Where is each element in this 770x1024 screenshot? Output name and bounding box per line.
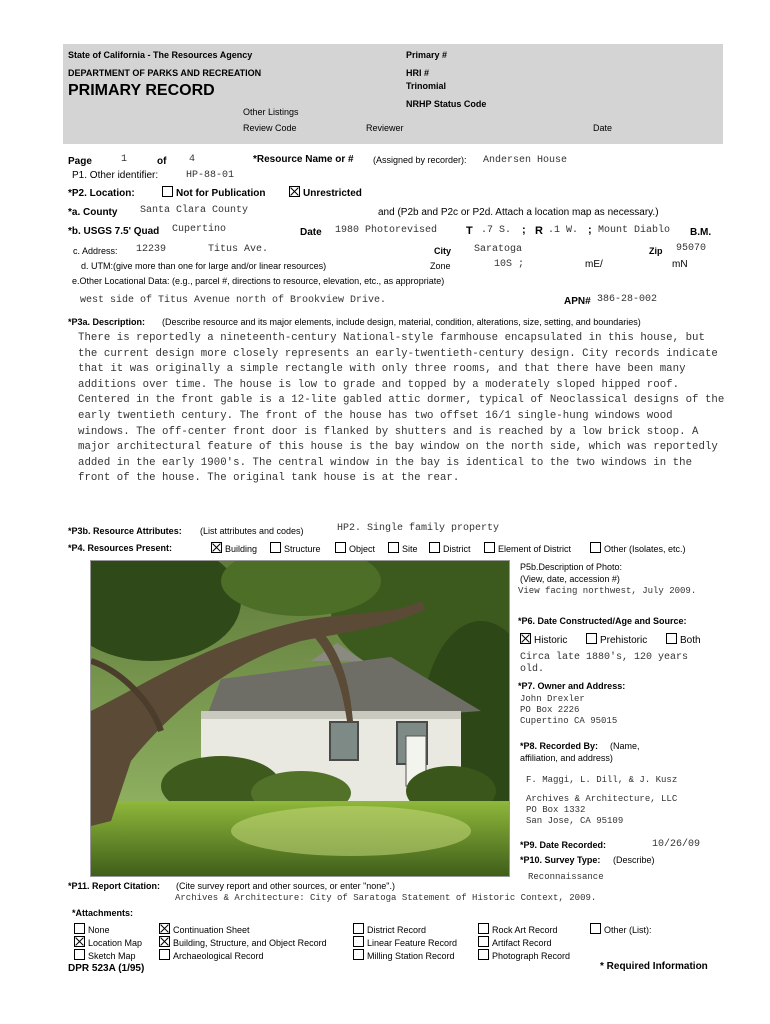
page-total: 4 xyxy=(189,154,196,165)
attach-rock-art-checkbox[interactable] xyxy=(478,923,489,934)
prehistoric-option[interactable]: Prehistoric xyxy=(586,633,647,646)
department-text: DEPARTMENT OF PARKS AND RECREATION xyxy=(68,68,262,78)
address-number: 12239 xyxy=(136,244,167,255)
p8-hint-1: (Name, xyxy=(610,741,640,751)
zip-value: 95070 xyxy=(676,243,707,254)
map-note: and (P2b and P2c or P2d. Attach a location map as necessary.) xyxy=(378,207,659,218)
house-photo-image xyxy=(91,561,509,876)
form-number: DPR 523A (1/95) xyxy=(68,963,145,974)
p1-label: P1. Other identifier: xyxy=(72,170,159,181)
of-label: of xyxy=(157,156,167,167)
resource-name-value: Andersen House xyxy=(483,155,568,166)
p3a-label: *P3a. Description: xyxy=(68,317,146,327)
city-value: Saratoga xyxy=(474,244,523,255)
review-date-label: Date xyxy=(593,123,613,133)
recorder-names: F. Maggi, L. Dill, & J. Kusz xyxy=(526,775,678,785)
p1-value: HP-88-01 xyxy=(186,170,235,181)
apn-label: APN# xyxy=(564,296,591,307)
p11-label: *P11. Report Citation: xyxy=(68,881,161,891)
quad-value: Cupertino xyxy=(172,224,227,235)
township-label: T xyxy=(466,225,473,237)
attach-sketch-map-checkbox[interactable] xyxy=(74,949,85,960)
attach-continuation-option[interactable]: Continuation Sheet xyxy=(159,923,250,937)
structure-checkbox[interactable] xyxy=(270,542,281,553)
separator-1: ; xyxy=(522,224,526,236)
p5b-label: P5b.Description of Photo: xyxy=(520,562,623,572)
hri-label: HRI # xyxy=(406,68,430,78)
attach-none-checkbox[interactable] xyxy=(74,923,85,934)
house-photo xyxy=(90,560,510,877)
owner-line-1: John Drexler xyxy=(520,694,585,704)
building-option[interactable]: Building xyxy=(211,542,257,554)
recorder-line-2: PO Box 1332 xyxy=(526,805,586,815)
attach-photograph-checkbox[interactable] xyxy=(478,949,489,960)
quad-date-value: 1980 Photorevised xyxy=(335,225,438,236)
unrestricted-checkbox[interactable] xyxy=(289,186,300,197)
attach-milling-option[interactable]: Milling Station Record xyxy=(353,949,455,963)
attach-other-option[interactable]: Other (List): xyxy=(590,923,652,937)
attach-location-map-checkbox[interactable] xyxy=(74,936,85,947)
apn-value: 386-28-002 xyxy=(597,294,658,305)
county-value: Santa Clara County xyxy=(140,205,249,216)
trinomial-label: Trinomial xyxy=(406,81,447,91)
p3a-hint: (Describe resource and its major elements, include design, material, condition, alterations, size, setting, and boundaries) xyxy=(162,317,641,327)
p6-value-line1: Circa late 1880's, 120 years xyxy=(520,652,689,663)
other-listings-label: Other Listings xyxy=(243,107,299,117)
district-checkbox[interactable] xyxy=(429,542,440,553)
zip-label: Zip xyxy=(649,246,663,256)
page-number: 1 xyxy=(121,154,128,165)
base-meridian-value: Mount Diablo xyxy=(598,225,671,236)
element-of-district-checkbox[interactable] xyxy=(484,542,495,553)
township-value: .7 S. xyxy=(481,225,512,236)
unrestricted-option[interactable]: Unrestricted xyxy=(289,186,362,199)
utm-label: d. UTM:(give more than one for large and/or linear resources) xyxy=(81,261,327,271)
attach-artifact-option[interactable]: Artifact Record xyxy=(478,936,552,950)
p5b-hint: (View, date, accession #) xyxy=(520,574,620,584)
historic-checkbox[interactable] xyxy=(520,633,531,644)
reviewer-label: Reviewer xyxy=(366,123,404,133)
p10-hint: (Describe) xyxy=(613,855,655,865)
attach-location-map-option[interactable]: Location Map xyxy=(74,936,142,950)
p3b-label: *P3b. Resource Attributes: xyxy=(68,526,182,536)
attach-arch-checkbox[interactable] xyxy=(159,949,170,960)
p5b-value: View facing northwest, July 2009. xyxy=(518,586,697,596)
attach-sketch-map-option[interactable]: Sketch Map xyxy=(74,949,136,963)
attach-linear-option[interactable]: Linear Feature Record xyxy=(353,936,457,950)
attach-arch-option[interactable]: Archaeological Record xyxy=(159,949,264,963)
both-checkbox[interactable] xyxy=(666,633,677,644)
p11-hint: (Cite survey report and other sources, or enter "none".) xyxy=(176,881,395,891)
resource-name-hint: (Assigned by recorder): xyxy=(373,155,467,165)
site-option[interactable]: Site xyxy=(388,542,418,554)
description-text: There is reportedly a nineteenth-century National-style farmhouse encapsulated in this house, but the current design more closely represents an early-twentieth-century design. City records indicate that it was originally a simple rectangle with only three rooms, and that there have been many additions over time. The house is low to grade and topped by a moderately sloped hipped roof. Centered in the front gable is a 12-lite gabled attic dormer, typical of Neoclassical designs of the early twentieth century. The front of the house has two offset 16/1 single-hung windows wood windows. The off-center front door is flanked by shutters and is reached by a low brick stoop. A major architectural feature of this house is the bay window on the north side, which was reportedly added in the early 1900's. The central window in the bay is identical to the two windows in the front of the house. The original tank house is at the rear. xyxy=(78,332,725,485)
zone-label: Zone xyxy=(430,261,451,271)
recorder-line-3: San Jose, CA 95109 xyxy=(526,816,624,826)
attach-bso-checkbox[interactable] xyxy=(159,936,170,947)
not-for-publication-checkbox[interactable] xyxy=(162,186,173,197)
other-locational-value: west side of Titus Avenue north of Brookview Drive. xyxy=(80,295,387,306)
both-option[interactable]: Both xyxy=(666,633,701,646)
attach-other-checkbox[interactable] xyxy=(590,923,601,934)
other-resource-option[interactable]: Other (Isolates, etc.) xyxy=(590,542,686,554)
prehistoric-checkbox[interactable] xyxy=(586,633,597,644)
p2-label: *P2. Location: xyxy=(68,188,135,199)
p3b-hint: (List attributes and codes) xyxy=(200,526,304,536)
object-option[interactable]: Object xyxy=(335,542,375,554)
required-info-note: * Required Information xyxy=(600,961,708,972)
mn-label: mN xyxy=(672,259,688,270)
attach-artifact-checkbox[interactable] xyxy=(478,936,489,947)
p10-label: *P10. Survey Type: xyxy=(520,855,601,865)
zone-value: 10S ; xyxy=(494,259,525,270)
primary-label: Primary # xyxy=(406,50,448,60)
address-label: c. Address: xyxy=(73,246,118,256)
review-code-label: Review Code xyxy=(243,123,297,133)
county-label: *a. County xyxy=(68,207,118,218)
p8-hint-2: affiliation, and address) xyxy=(520,753,613,763)
range-label: R xyxy=(535,225,543,237)
attach-linear-checkbox[interactable] xyxy=(353,936,364,947)
element-of-district-option[interactable]: Element of District xyxy=(484,542,571,554)
site-checkbox[interactable] xyxy=(388,542,399,553)
owner-line-2: PO Box 2226 xyxy=(520,705,580,715)
p6-label: *P6. Date Constructed/Age and Source: xyxy=(518,616,687,626)
separator-2: ; xyxy=(588,224,592,236)
p9-value: 10/26/09 xyxy=(652,839,701,850)
owner-line-3: Cupertino CA 95015 xyxy=(520,716,618,726)
attach-district-option[interactable]: District Record xyxy=(353,923,426,937)
p4-label: *P4. Resources Present: xyxy=(68,543,173,553)
p7-label: *P7. Owner and Address: xyxy=(518,681,626,691)
building-checkbox[interactable] xyxy=(211,542,222,553)
district-option[interactable]: District xyxy=(429,542,471,554)
attach-continuation-checkbox[interactable] xyxy=(159,923,170,934)
page-label: Page xyxy=(68,156,92,167)
p8-label: *P8. Recorded By: xyxy=(520,741,599,751)
base-meridian-label: B.M. xyxy=(690,227,712,238)
p9-label: *P9. Date Recorded: xyxy=(520,840,607,850)
p3b-value: HP2. Single family property xyxy=(337,523,500,534)
structure-option[interactable]: Structure xyxy=(270,542,321,554)
city-label: City xyxy=(434,246,452,256)
address-street: Titus Ave. xyxy=(208,244,269,255)
other-resource-checkbox[interactable] xyxy=(590,542,601,553)
attach-bso-option[interactable]: Building, Structure, and Object Record xyxy=(159,936,327,950)
nrhp-label: NRHP Status Code xyxy=(406,99,487,109)
attach-photograph-option[interactable]: Photograph Record xyxy=(478,949,570,963)
p6-value-line2: old. xyxy=(520,664,545,675)
attach-none-option[interactable]: None xyxy=(74,923,110,937)
attach-district-checkbox[interactable] xyxy=(353,923,364,934)
me-label: mE/ xyxy=(585,259,603,270)
quad-date-label: Date xyxy=(300,227,322,238)
not-for-publication-option[interactable]: Not for Publication xyxy=(162,186,265,199)
resource-name-label: *Resource Name or # xyxy=(253,154,354,165)
attachments-label: *Attachments: xyxy=(72,908,134,918)
attach-rock-art-option[interactable]: Rock Art Record xyxy=(478,923,558,937)
historic-option[interactable]: Historic xyxy=(520,633,567,646)
attach-milling-checkbox[interactable] xyxy=(353,949,364,960)
p10-value: Reconnaissance xyxy=(528,872,604,882)
form-title: PRIMARY RECORD xyxy=(68,82,215,99)
range-value: .1 W. xyxy=(548,225,579,236)
recorder-line-1: Archives & Architecture, LLC xyxy=(526,794,678,804)
object-checkbox[interactable] xyxy=(335,542,346,553)
usgs-label: *b. USGS 7.5' Quad xyxy=(68,226,160,237)
p11-value: Archives & Architecture: City of Saratoga Statement of Historic Context, 2009. xyxy=(175,893,597,903)
agency-text: State of California - The Resources Agency xyxy=(68,50,253,60)
other-locational-label: e.Other Locational Data: (e.g., parcel #, directions to resource, elevation, etc., as appropriate) xyxy=(72,276,445,286)
